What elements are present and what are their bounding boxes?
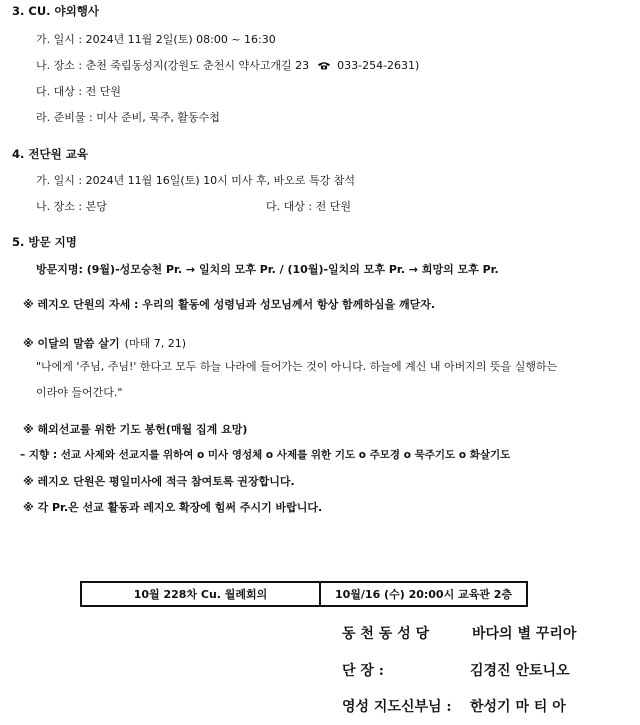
section3-title: 3. CU. 야외행사 — [12, 4, 99, 18]
monthly-word-title: ※ 이달의 말씀 살기 — [23, 337, 120, 350]
section3-items: 라. 준비물 : 미사 준비, 묵주, 활동수첩 — [36, 111, 220, 124]
monthly-word-line2: 이라야 들어간다." — [36, 386, 123, 399]
meeting-time-place: 10월/16 (수) 20:00시 교육관 2층 — [334, 588, 513, 601]
section3-target: 다. 대상 : 전 단원 — [36, 85, 121, 98]
monthly-word-line1: "나에게 '주님, 주님!' 한다고 모두 하늘 나라에 들어가는 것이 아니다. 하늘에 계신 내 아버지의 뜻을 실행하는 — [36, 360, 558, 373]
section3-date: 가. 일시 : 2024년 11월 2일(토) 08:00 ~ 16:30 — [36, 33, 276, 46]
director-name: 한성기 마 티 아 — [470, 699, 566, 715]
section5-title: 5. 방문 지명 — [12, 235, 77, 249]
monthly-word-heading — [23, 332, 186, 351]
monthly-word-ref: (마태 7, 21) — [124, 337, 186, 350]
section4-place: 나. 장소 : 본당 — [36, 200, 107, 213]
parish-name: 동 천 동 성 당 — [342, 626, 430, 642]
section3-place-text: 나. 장소 : 춘천 죽림동성지(강원도 춘천시 약사고개길 23 — [36, 59, 310, 72]
section3-phone: 033-254-2631) — [337, 59, 420, 72]
curia-name: 바다의 별 꾸리아 — [472, 626, 577, 642]
section3-place — [36, 57, 419, 73]
attitude-note: ※ 레지오 단원의 자세 : 우리의 활동에 성령님과 성모님께서 항상 함께하심을 깨닫자. — [23, 298, 436, 311]
president-label: 단 장 : — [342, 663, 384, 679]
meeting-name: 10월 228차 Cu. 월례회의 — [82, 583, 321, 605]
mission-prayer-title: ※ 해외선교를 위한 기도 봉헌(매월 집계 요망) — [23, 423, 248, 436]
meeting-table — [80, 581, 528, 607]
director-label: 영성 지도신부님 : — [342, 699, 452, 715]
section5-visit-line: 방문지명: (9월)-성모승천 Pr. → 일치의 모후 Pr. / (10월)-일치의 모후 Pr. → 희망의 모후 Pr. — [36, 263, 499, 276]
section4-date: 가. 일시 : 2024년 11월 16일(토) 10시 미사 후, 바오로 특강 참석 — [36, 174, 355, 187]
mission-prayer-intention: – 지향 : 선교 사제와 선교지를 위하여 o 미사 영성체 o 사제를 위한 기도 o 주모경 o 묵주기도 o 화살기도 — [20, 449, 511, 461]
weekday-mass-note: ※ 레지오 단원은 평일미사에 적극 참여토록 권장합니다. — [23, 475, 295, 488]
section4-title: 4. 전단원 교육 — [12, 147, 88, 161]
president-name: 김경진 안토니오 — [470, 663, 570, 679]
pr-request-note: ※ 각 Pr.은 선교 활동과 레지오 확장에 힘써 주시기 바랍니다. — [23, 501, 323, 514]
section4-target: 다. 대상 : 전 단원 — [266, 200, 351, 213]
phone-icon — [317, 61, 331, 70]
